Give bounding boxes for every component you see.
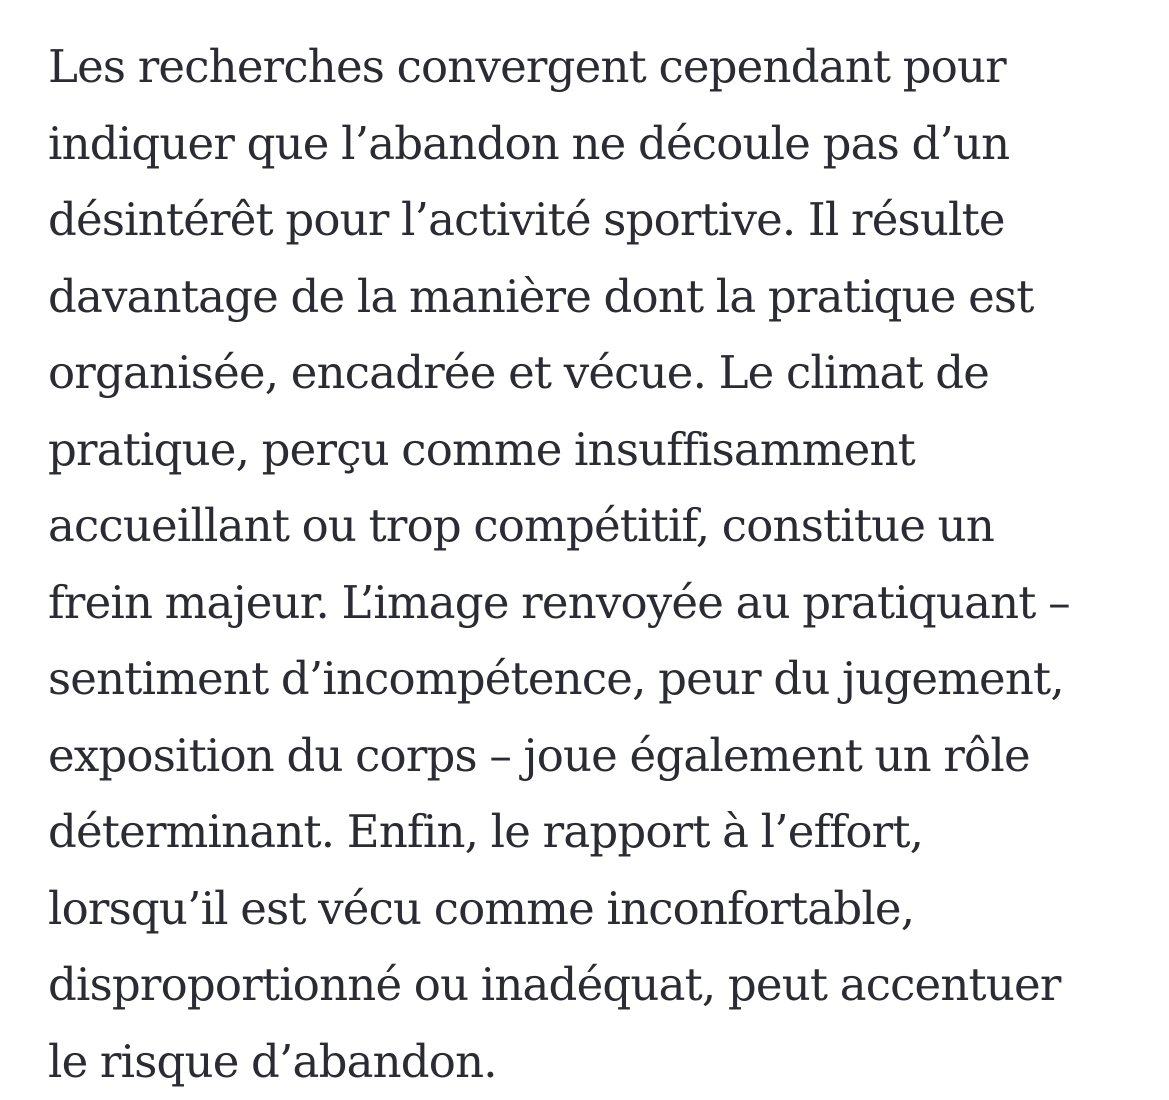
paragraph-line-9: sentiment d’incompétence, peur du jugement, xyxy=(48,641,1129,718)
paragraph-line-8: frein majeur. L’image renvoyée au pratiquant – xyxy=(48,565,1129,642)
article-paragraph xyxy=(48,29,1129,1100)
paragraph-line-5: organisée, encadrée et vécue. Le climat de xyxy=(48,335,1129,412)
paragraph-line-14: le risque d’abandon. xyxy=(48,1024,1129,1100)
paragraph-line-10: exposition du corps – joue également un rôle xyxy=(48,718,1129,795)
paragraph-line-13: disproportionné ou inadéquat, peut accentuer xyxy=(48,947,1129,1024)
paragraph-line-7: accueillant ou trop compétitif, constitue un xyxy=(48,488,1129,565)
paragraph-line-12: lorsqu’il est vécu comme inconfortable, xyxy=(48,871,1129,948)
paragraph-line-3: désintérêt pour l’activité sportive. Il résulte xyxy=(48,182,1129,259)
paragraph-line-1: Les recherches convergent cependant pour xyxy=(48,29,1129,106)
paragraph-line-11: déterminant. Enfin, le rapport à l’effort, xyxy=(48,794,1129,871)
paragraph-line-4: davantage de la manière dont la pratique est xyxy=(48,259,1129,336)
paragraph-line-6: pratique, perçu comme insuffisamment xyxy=(48,412,1129,489)
paragraph-line-2: indiquer que l’abandon ne découle pas d’un xyxy=(48,106,1129,183)
